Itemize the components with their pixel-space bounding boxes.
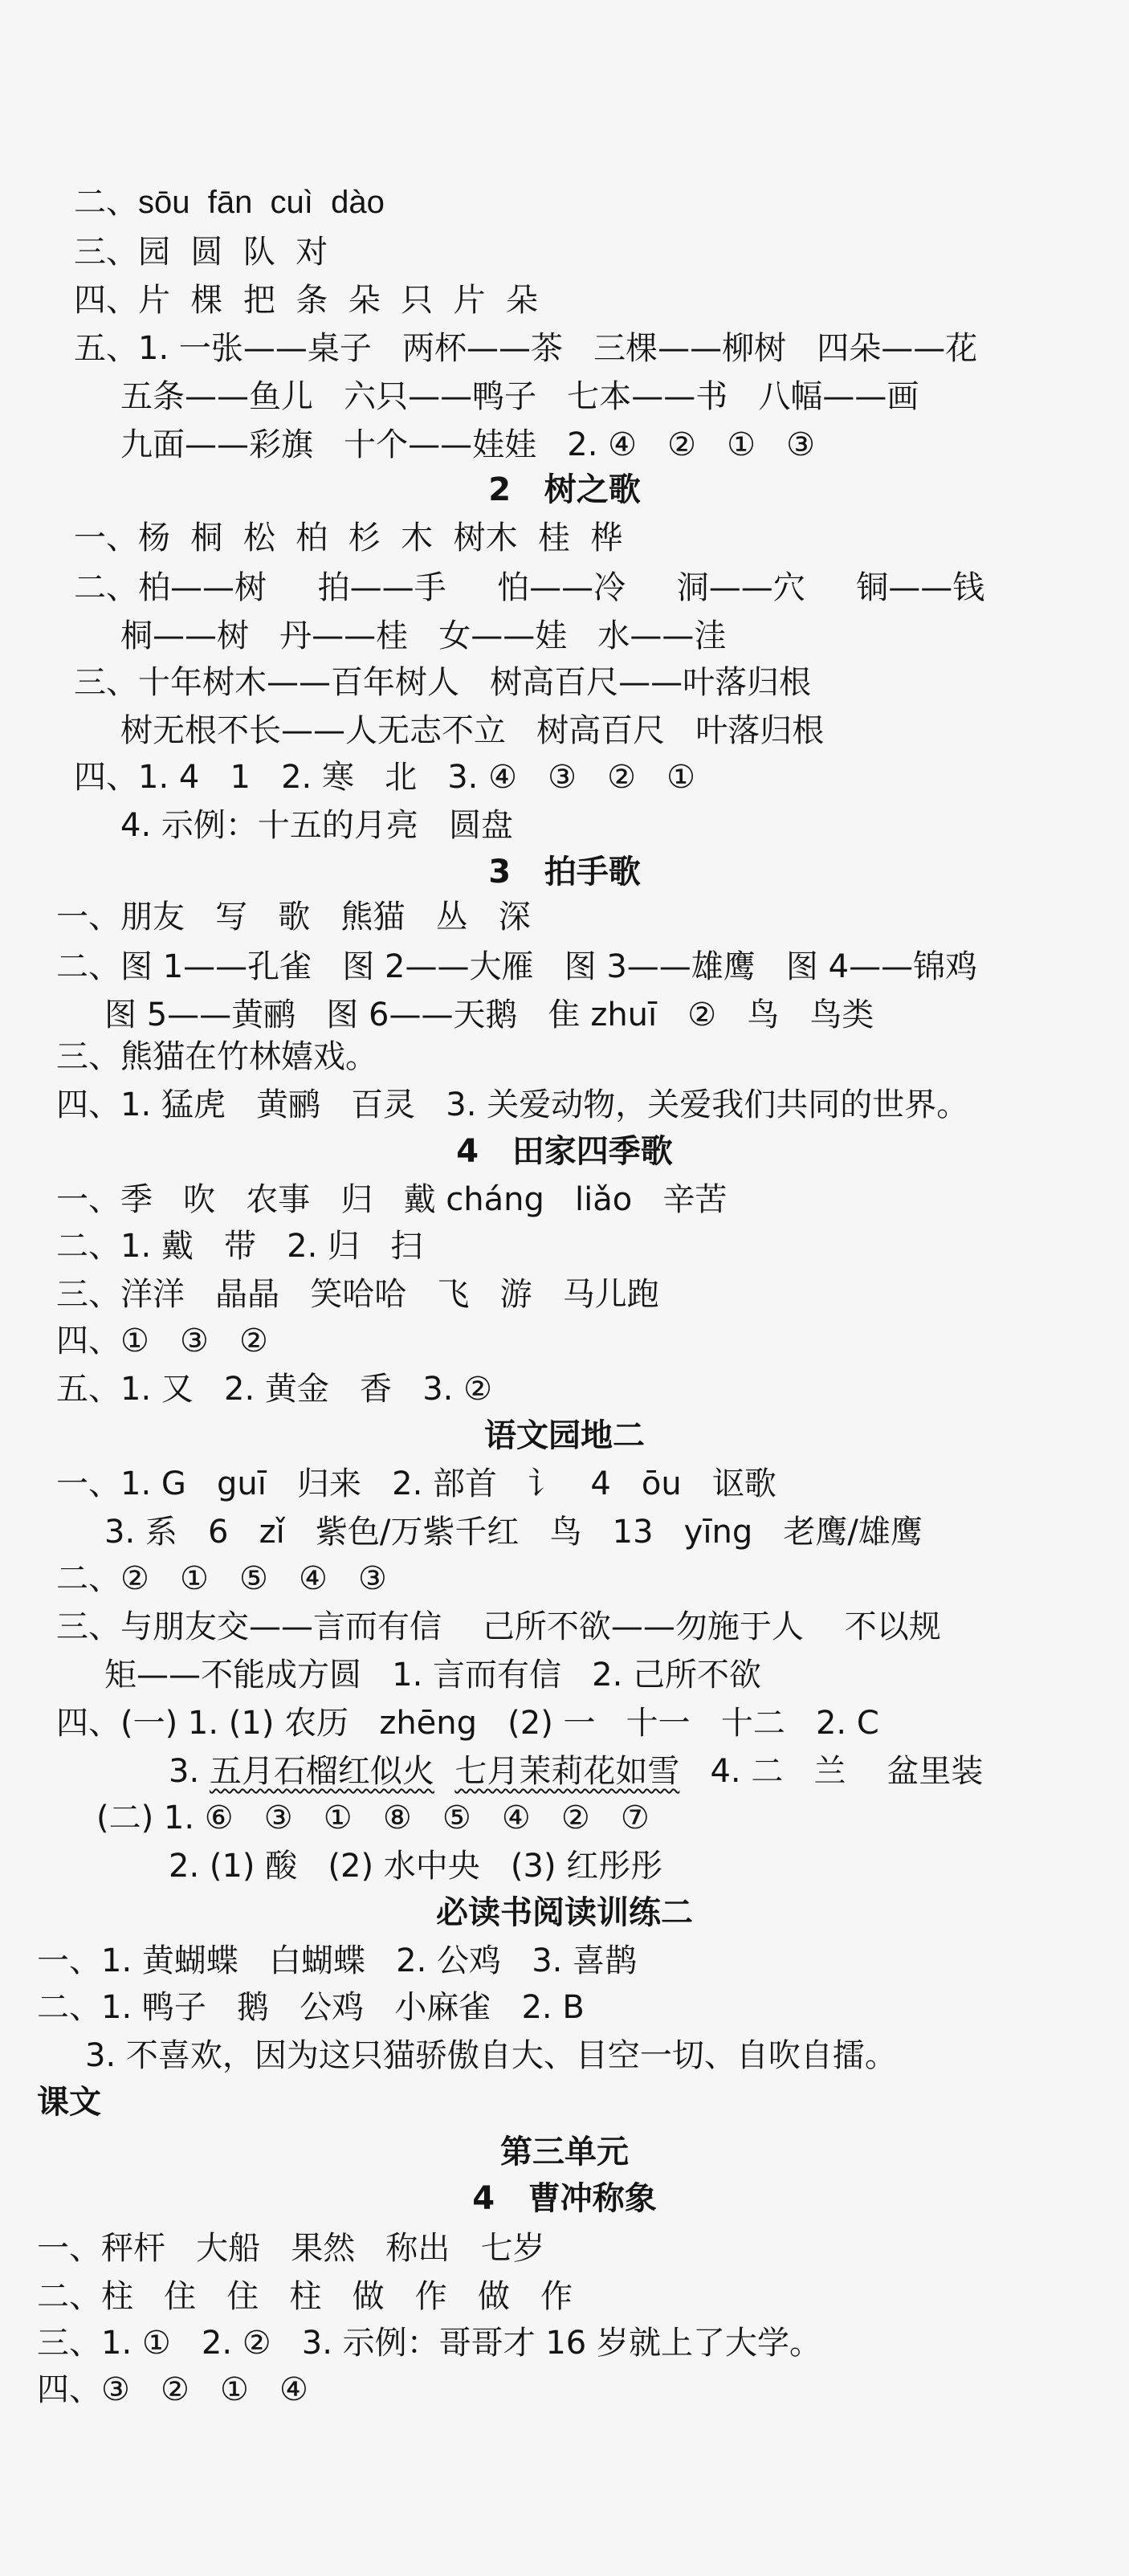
answer-line: 四、① ③ ② <box>56 1323 268 1359</box>
answer-line: 二、柱 住 住 柱 做 作 做 作 <box>37 2278 573 2315</box>
answer-line: 二、1. 鸭子 鹅 公鸡 小麻雀 2. B <box>37 1989 585 2026</box>
answer-line: 九面——彩旗 十个——娃娃 2. ④ ② ① ③ <box>120 426 816 463</box>
answer-line: 四、(一) 1. (1) 农历 zhēng (2) 一 十一 十二 2. C <box>56 1705 879 1742</box>
answer-line: 三、十年树木——百年树人 树高百尺——叶落归根 <box>74 664 812 701</box>
section-heading: 必读书阅读训练二 <box>436 1894 693 1931</box>
answer-line: 一、秤杆 大船 果然 称出 七岁 <box>37 2230 545 2267</box>
unit-heading: 第三单元 <box>500 2134 629 2170</box>
answer-line: 三、与朋友交——言而有信 己所不欲——勿施于人 不以规 <box>56 1608 941 1645</box>
answer-line: 一、杨 桐 松 柏 杉 木 树木 桂 桦 <box>74 520 623 556</box>
answer-line: 五、1. 又 2. 黄金 香 3. ② <box>56 1371 492 1408</box>
answer-line: 二、柏——树 拍——手 怕——冷 洞——穴 铜——钱 <box>74 569 985 606</box>
answer-line: 4. 示例：十五的月亮 圆盘 <box>120 807 514 844</box>
answer-line: 一、季 吹 农事 归 戴 cháng liǎo 辛苦 <box>56 1181 728 1218</box>
answer-line: 二、sōu fān cuì dào <box>74 185 385 220</box>
answer-line: 三、洋洋 晶晶 笑哈哈 飞 游 马儿跑 <box>56 1276 659 1313</box>
wavy-underlined-answer: 七月茉莉花如雪 <box>454 1753 680 1790</box>
answer-line: 3. 不喜欢，因为这只猫骄傲自大、目空一切、自吹自擂。 <box>85 2037 897 2074</box>
answer-line: 一、朋友 写 歌 熊猫 丛 深 <box>56 899 531 935</box>
answer-rest: 4. 二 兰 盆里装 <box>679 1753 984 1790</box>
answer-line: 2. (1) 酸 (2) 水中央 (3) 红彤彤 <box>169 1848 663 1885</box>
answer-line: 三、园 圆 队 对 <box>74 234 328 271</box>
section-heading: 3 拍手歌 <box>488 854 641 891</box>
answer-line: 五条——鱼儿 六只——鸭子 七本——书 八幅——画 <box>120 378 919 415</box>
answer-line: 3. 系 6 zǐ 紫色/万紫千红 鸟 13 yīng 老鹰/雄鹰 <box>104 1514 923 1551</box>
answer-line: 二、图 1——孔雀 图 2——大雁 图 3——雄鹰 图 4——锦鸡 <box>56 948 978 985</box>
answer-line: 三、1. ① 2. ② 3. 示例：哥哥才 16 岁就上了大学。 <box>37 2325 821 2362</box>
answer-line: 四、③ ② ① ④ <box>37 2371 308 2408</box>
section-heading: 语文园地二 <box>484 1417 645 1454</box>
answer-line: 二、1. 戴 带 2. 归 扫 <box>56 1228 423 1265</box>
section-heading: 2 树之歌 <box>488 471 641 508</box>
answer-num: 3. <box>169 1753 210 1790</box>
answer-line: 三、熊猫在竹林嬉戏。 <box>56 1038 377 1075</box>
wavy-underlined-answer: 五月石榴红似火 <box>209 1753 434 1790</box>
answer-line: 二、② ① ⑤ ④ ③ <box>56 1560 387 1597</box>
answer-line: 四、1. 4 1 2. 寒 北 3. ④ ③ ② ① <box>74 759 695 796</box>
answer-line: 五、1. 一张——桌子 两杯——茶 三棵——柳树 四朵——花 <box>74 330 978 367</box>
section-heading: 4 曹冲称象 <box>472 2180 657 2217</box>
part-label: 课文 <box>37 2084 101 2121</box>
answer-line: 矩——不能成方圆 1. 言而有信 2. 己所不欲 <box>104 1657 762 1694</box>
answer-line: (二) 1. ⑥ ③ ① ⑧ ⑤ ④ ② ⑦ <box>96 1800 650 1836</box>
answer-line: 四、1. 猛虎 黄鹂 百灵 3. 关爱动物，关爱我们共同的世界。 <box>56 1086 969 1123</box>
answer-line <box>169 1753 984 1790</box>
answer-line: 一、1. 黄蝴蝶 白蝴蝶 2. 公鸡 3. 喜鹊 <box>37 1942 638 1979</box>
answer-line: 树无根不长——人无志不立 树高百尺 叶落归根 <box>120 712 825 749</box>
answer-line: 图 5——黄鹂 图 6——天鹅 隹 zhuī ② 鸟 鸟类 <box>104 997 874 1033</box>
answer-line: 四、片 棵 把 条 朵 只 片 朵 <box>74 282 539 319</box>
answer-line: 桐——树 丹——桂 女——娃 水——洼 <box>120 618 727 654</box>
section-heading: 4 田家四季歌 <box>456 1133 673 1170</box>
answer-line: 一、1. G guī 归来 2. 部首 讠 4 ōu 讴歌 <box>56 1465 776 1502</box>
